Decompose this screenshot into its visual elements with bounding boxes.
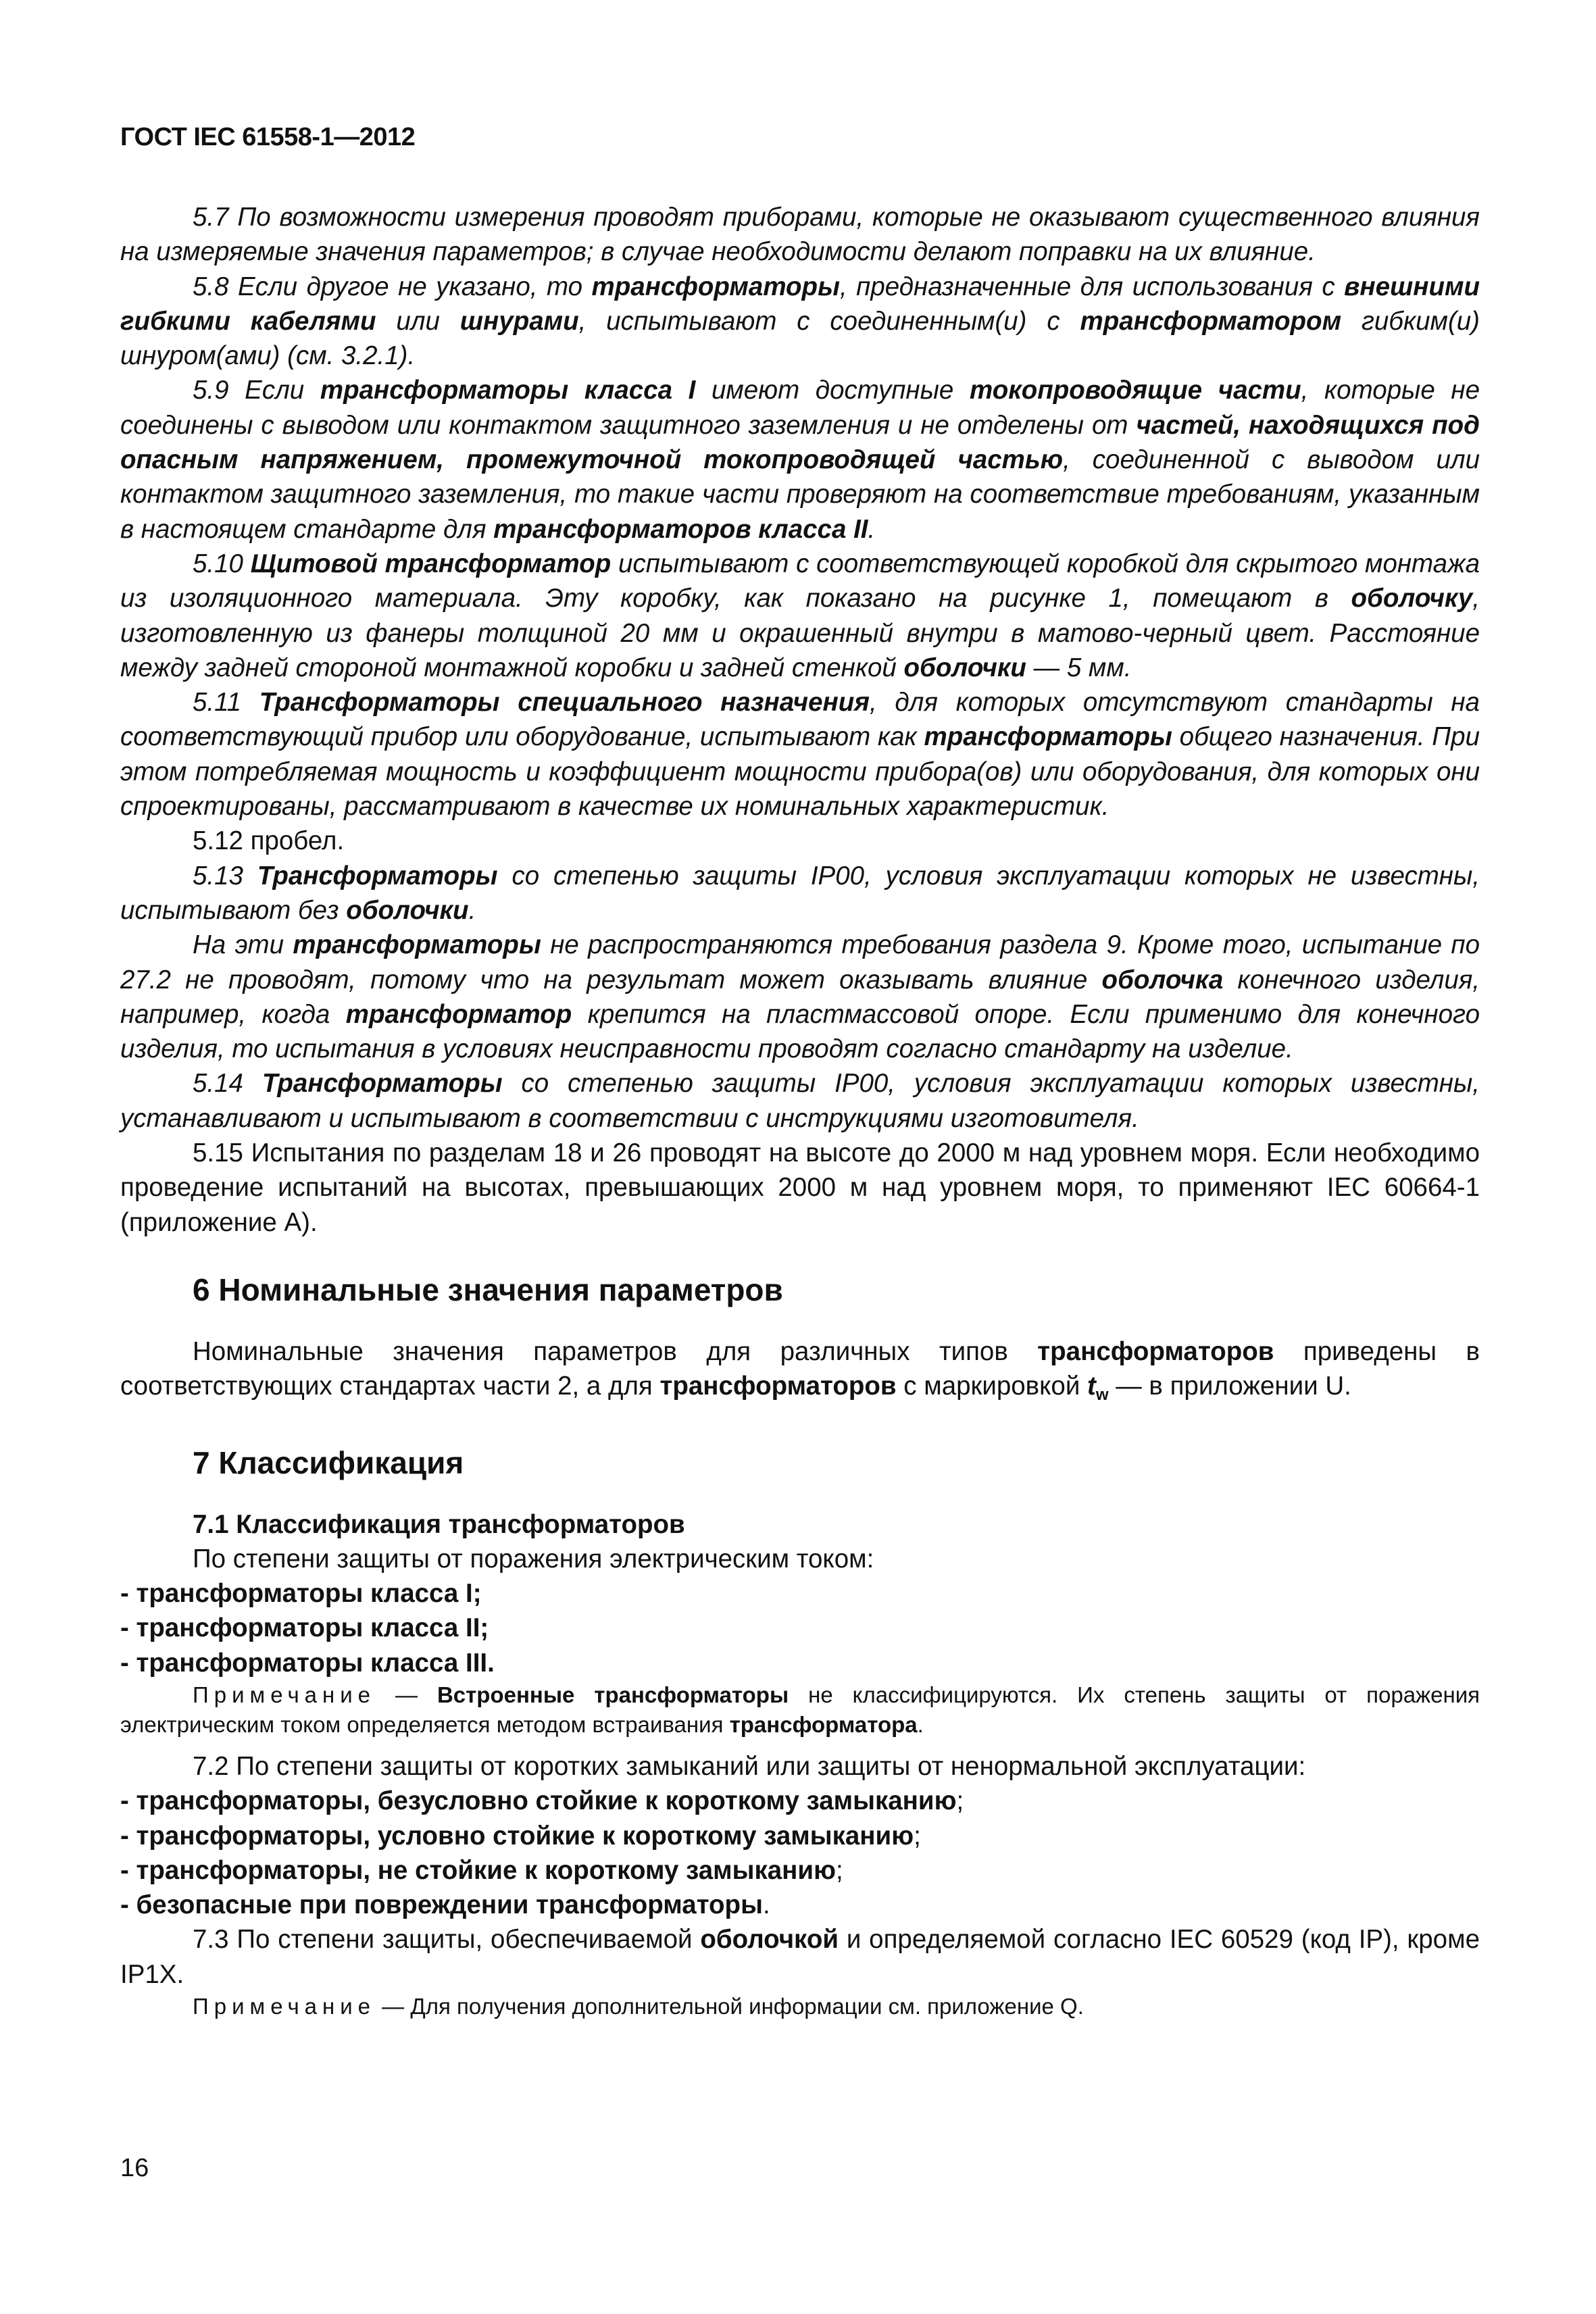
section-7-title: 7 Классификация [193, 1444, 464, 1480]
paragraph-5-13-continued: На эти трансформаторы не распространяются требования раздела 9. Кроме того, испытание по 27.2 не проводят, потому что на результат может оказывать влияние оболочка конечного изделия, например, когда трансформатор крепится на пластмассовой опоре. Если применимо для конечного изделия, то испытания в условиях неисправности проводят согласно стандарту на изделие. [120, 930, 1480, 1064]
subsection-7-1-title: 7.1 Классификация трансформаторов [193, 1509, 685, 1539]
paragraph-5-8: 5.8 Если другое не указано, то трансформаторы, предназначенные для использования с внешними гибкими кабелями или шнурами, испытывают с соединенным(и) с трансформатором гибким(и) шнуром(ами) (см. 3.2.1). [120, 272, 1480, 371]
list-item-7-2-c: - трансформаторы, не стойкие к короткому замыканию; [120, 1855, 843, 1885]
note-7-1: Примечание — Встроенные трансформаторы не классифицируются. Их степень защиты от поражения электрическим током определяется методом встраивания трансформатора. [120, 1682, 1480, 1737]
list-item-class-1: - трансформаторы класса I; [120, 1579, 482, 1609]
subsection-7-1-intro: По степени защиты от поражения электрическим током: [193, 1544, 874, 1574]
note-7-3: Примечание — Для получения дополнительной информации см. приложение Q. [193, 1994, 1084, 2019]
list-item-7-2-b: - трансформаторы, условно стойкие к короткому замыканию; [120, 1821, 921, 1851]
document-code-header: ГОСТ IEC 61558-1—2012 [120, 123, 416, 151]
paragraph-7-2: 7.2 По степени защиты от коротких замыканий или защиты от ненормальной эксплуатации: [193, 1751, 1306, 1781]
paragraph-5-7: 5.7 По возможности измерения проводят приборами, которые не оказывают существенного влияния на измеряемые значения параметров; в случае необходимости делают поправки на их влияние. [120, 203, 1480, 267]
paragraph-5-9: 5.9 Если трансформаторы класса I имеют доступные токопроводящие части, которые не соединены с выводом или контактом защитного заземления и не отделены от частей, находящихся под опасным напряжением, промежуточной токопроводящей частью, соединенной с выводом или контактом защитного заземления, то такие части проверяют на соответствие требованиям, указанным в настоящем стандарте для трансформаторов класса II. [120, 376, 1480, 544]
list-item-class-3: - трансформаторы класса III. [120, 1648, 495, 1678]
paragraph-5-14: 5.14 Трансформаторы со степенью защиты IP00, условия эксплуатации которых известны, устанавливают и испытывают в соответствии с инструкциями изготовителя. [120, 1069, 1480, 1133]
paragraph-5-13: 5.13 Трансформаторы со степенью защиты IP00, условия эксплуатации которых не известны, испытывают без оболочки. [120, 861, 1480, 925]
section-6-title: 6 Номинальные значения параметров [193, 1272, 783, 1307]
paragraph-5-11: 5.11 Трансформаторы специального назначения, для которых отсутствуют стандарты на соответствующий прибор или оборудование, испытывают как трансформаторы общего назначения. При этом потребляемая мощность и коэффициент мощности прибора(ов) или оборудования, для которых они спроектированы, рассматривают в качестве их номинальных характеристик. [120, 688, 1480, 822]
paragraph-5-10: 5.10 Щитовой трансформатор испытывают с соответствующей коробкой для скрытого монтажа из изоляционного материала. Эту коробку, как показано на рисунке 1, помещают в оболочку, изготовленную из фанеры толщиной 20 мм и окрашенный внутри в матово-черный цвет. Расстояние между задней стороной монтажной коробки и задней стенкой оболочки — 5 мм. [120, 549, 1480, 682]
section-6-text: Номинальные значения параметров для различных типов трансформаторов приведены в соответствующих стандартах части 2, а для трансформаторов с маркировкой $t_w$ — в приложении U. [120, 1336, 1480, 1405]
paragraph-7-3: 7.3 По степени защиты, обеспечиваемой оболочкой и определяемой согласно IEC 60529 (код IP), кроме IP1X. [120, 1925, 1480, 1989]
document-body [120, 200, 1480, 2021]
list-item-7-2-a: - трансформаторы, безусловно стойкие к короткому замыканию; [120, 1786, 964, 1816]
list-item-7-2-d: - безопасные при повреждении трансформаторы. [120, 1890, 770, 1920]
paragraph-5-12: 5.12 пробел. [193, 826, 345, 856]
list-item-class-2: - трансформаторы класса II; [120, 1613, 489, 1643]
page-number: 16 [120, 2154, 149, 2182]
paragraph-5-15: 5.15 Испытания по разделам 18 и 26 проводят на высоте до 2000 м над уровнем моря. Если необходимо проведение испытаний на высотах, превышающих 2000 м над уровнем моря, то применяют IEC 60664-1 (приложение A). [120, 1138, 1480, 1237]
